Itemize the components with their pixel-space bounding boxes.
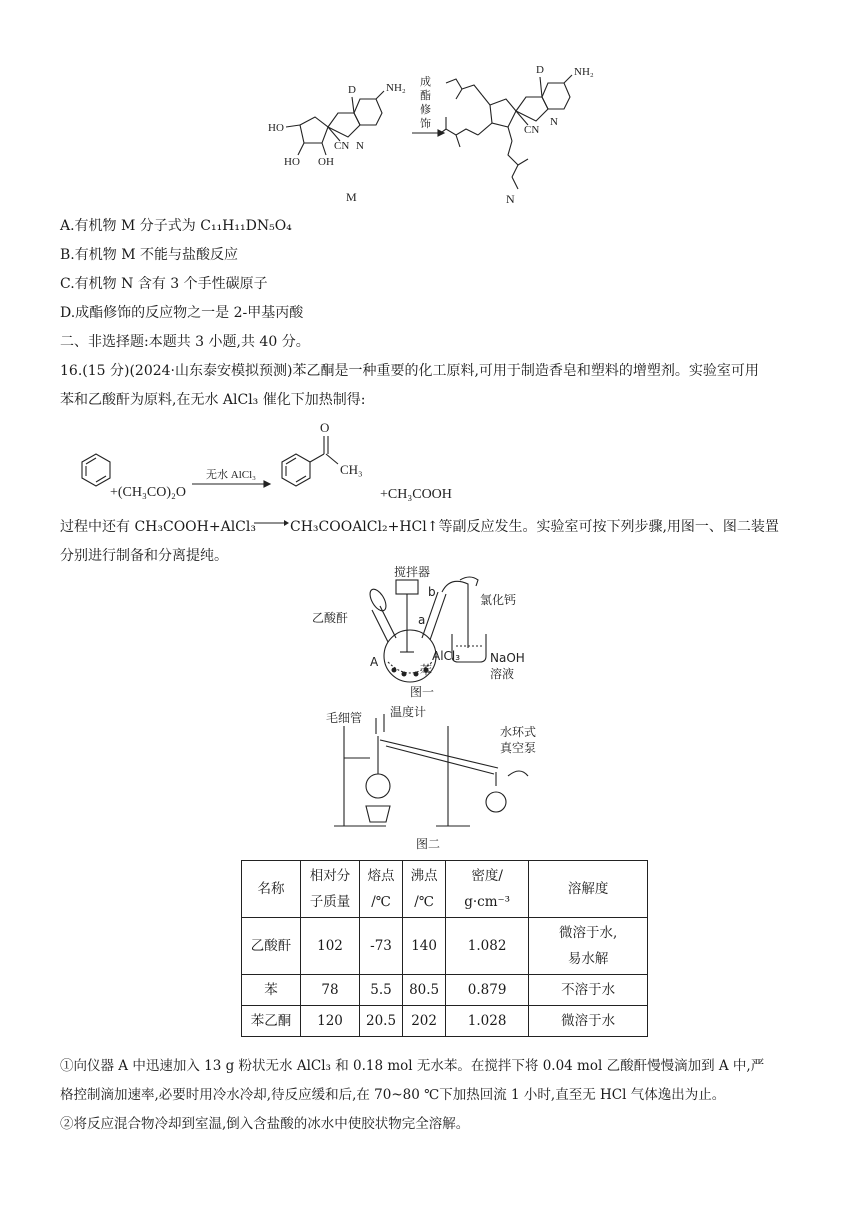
cell-bp: 140 — [403, 918, 446, 975]
atom-d-m: D — [348, 84, 356, 96]
section-heading: 二、非选择题:本题共 3 小题,共 40 分。 — [60, 334, 310, 350]
fig1-b: b — [428, 585, 436, 599]
atom-oh-m: OH — [318, 156, 334, 168]
option-b: B.有机物 M 不能与盐酸反应 — [60, 247, 238, 263]
fig1-caption: 图一 — [410, 685, 435, 699]
cell-mp: 20.5 — [360, 1006, 403, 1037]
option-d: D.成酯修饰的反应物之一是 2-甲基丙酸 — [60, 305, 304, 321]
side-arrow — [254, 518, 290, 528]
cell-solubility: 不溶于水 — [529, 975, 648, 1006]
header-name: 名称 — [242, 861, 301, 918]
cell-mp: -73 — [360, 918, 403, 975]
cell-density: 1.028 — [446, 1006, 529, 1037]
q16-line1: 16.(15 分)(2024·山东泰安模拟预测)苯乙酮是一种重要的化工原料,可用于制造香皂和塑料的增塑剂。实验室可用 — [60, 363, 759, 379]
fig2-capillary: 毛细管 — [326, 711, 363, 725]
step1-line1: ①向仪器 A 中迅速加入 13 g 粉状无水 AlCl₃ 和 0.18 mol 无水苯。在搅拌下将 0.04 mol 乙酸酐慢慢滴加到 A 中,严 — [60, 1058, 765, 1074]
fig1-solution: 溶液 — [490, 667, 515, 681]
fig2-pump2: 真空泵 — [500, 741, 537, 755]
cell-mw: 120 — [301, 1006, 360, 1037]
product-ch3: CH₃ — [340, 462, 363, 477]
atom-d-n: D — [536, 64, 544, 76]
fig1-cacl2: 氯化钙 — [480, 593, 517, 607]
table-row — [242, 1006, 648, 1037]
fig1-anhydride: 乙酸酐 — [312, 611, 349, 625]
figure-1-apparatus — [310, 565, 550, 700]
atom-n-m: N — [356, 140, 364, 152]
cell-density: 0.879 — [446, 975, 529, 1006]
table-row — [242, 975, 648, 1006]
figure-2-apparatus — [326, 705, 540, 852]
header-solubility: 溶解度 — [529, 861, 648, 918]
side-reaction-line2: 分别进行制备和分离提纯。 — [60, 548, 228, 564]
label-n: N — [506, 192, 515, 206]
step2-line1: ②将反应混合物冷却到室温,倒入含盐酸的冰水中使胶状物完全溶解。 — [60, 1116, 470, 1132]
arrow-char-3: 修 — [420, 104, 431, 116]
atom-n-n: N — [550, 116, 558, 128]
arrow-char-2: 酯 — [420, 90, 431, 102]
reaction-scheme — [60, 420, 500, 500]
side-reaction-b: CH₃COOAlCl₂+HCl↑等副反应发生。实验室可按下列步骤,用图一、图二装置 — [290, 519, 779, 535]
cell-solubility: 微溶于水 — [529, 1006, 648, 1037]
atom-nh2-n: NH₂ — [574, 66, 594, 78]
header-bp: 沸点 /℃ — [403, 861, 446, 918]
cell-bp: 202 — [403, 1006, 446, 1037]
product-o: O — [320, 420, 330, 435]
fig1-naoh: NaOH — [490, 651, 525, 665]
cell-bp: 80.5 — [403, 975, 446, 1006]
cell-mw: 78 — [301, 975, 360, 1006]
fig1-stirrer: 搅拌器 — [394, 565, 431, 579]
option-c: C.有机物 N 含有 3 个手性碳原子 — [60, 276, 268, 292]
fig2-caption: 图二 — [416, 837, 441, 851]
catalyst-label: 无水 AlCl₃ — [206, 469, 256, 481]
arrow-char-4: 饰 — [420, 118, 431, 130]
byproduct-acetic-acid: +CH₃COOH — [380, 487, 452, 502]
atom-nh2-m: NH₂ — [386, 82, 406, 94]
atom-cn-m: CN — [334, 140, 350, 152]
option-a: A.有机物 M 分子式为 C₁₁H₁₁DN₅O₄ — [60, 218, 292, 234]
fig2-pump1: 水环式 — [500, 725, 537, 739]
arrow-char-1: 成 — [420, 76, 431, 88]
header-mw: 相对分 子质量 — [301, 861, 360, 918]
table-header-row — [242, 861, 648, 918]
cell-density: 1.082 — [446, 918, 529, 975]
scheme-m-to-n — [260, 55, 620, 210]
header-density: 密度/ g·cm⁻³ — [446, 861, 529, 918]
cell-solubility: 微溶于水, 易水解 — [529, 918, 648, 975]
q16-line2: 苯和乙酸酐为原料,在无水 AlCl₃ 催化下加热制得: — [60, 392, 366, 408]
fig1-alcl3: AlCl₃ — [432, 649, 461, 663]
header-mp: 熔点 /℃ — [360, 861, 403, 918]
cell-name: 苯乙酮 — [242, 1006, 301, 1037]
atom-ho-m1: HO — [268, 122, 284, 134]
cell-name: 苯 — [242, 975, 301, 1006]
label-m: M — [346, 190, 357, 204]
cell-name: 乙酸酐 — [242, 918, 301, 975]
cell-mw: 102 — [301, 918, 360, 975]
property-table — [241, 860, 648, 1037]
fig1-a: a — [418, 613, 426, 627]
fig1-benzene: 苯 — [420, 663, 433, 677]
step1-line2: 格控制滴加速率,必要时用冷水冷却,待反应缓和后,在 70~80 ℃下加热回流 1 小时,直至无 HCl 气体逸出为止。 — [60, 1087, 726, 1103]
atom-cn-n: CN — [524, 124, 540, 136]
side-reaction-a: 过程中还有 CH₃COOH+AlCl₃ — [60, 519, 256, 535]
cell-mp: 5.5 — [360, 975, 403, 1006]
table-row — [242, 918, 648, 975]
fig1-flask-a: A — [370, 655, 379, 669]
atom-ho-m2: HO — [284, 156, 300, 168]
reagent-anhydride: +(CH₃CO)₂O — [110, 485, 186, 500]
fig2-thermometer: 温度计 — [390, 705, 427, 719]
